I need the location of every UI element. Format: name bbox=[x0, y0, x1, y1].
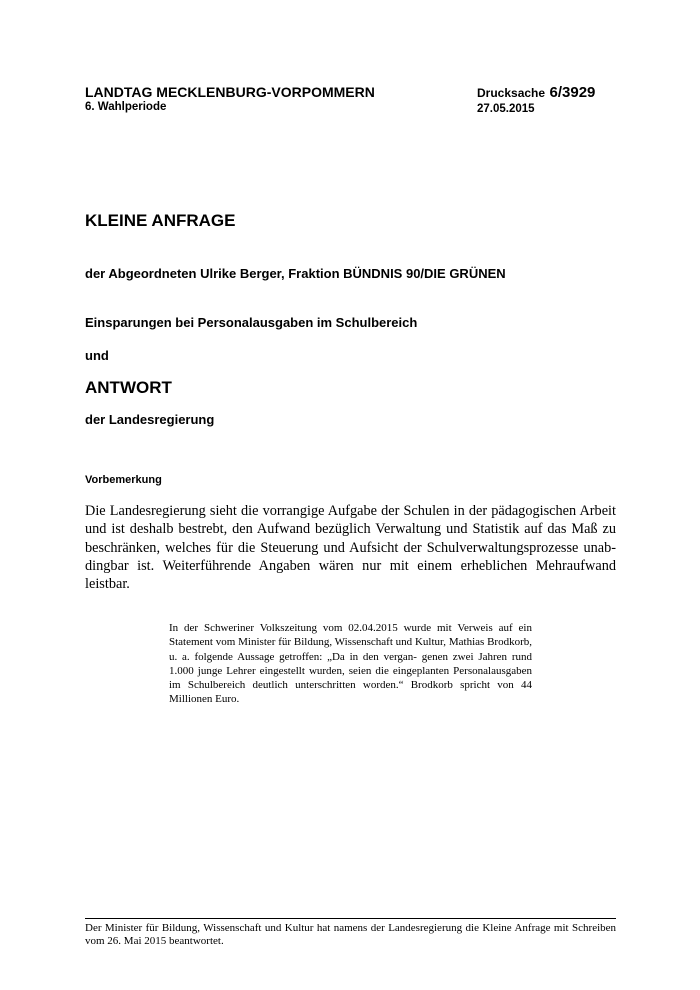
preliminary-line: und ist deshalb bestrebt, den Aufwand bezüglich Verwaltung und Statistik auf das Maß zu bbox=[85, 521, 616, 538]
question-quote bbox=[169, 621, 532, 707]
answer-heading: ANTWORT bbox=[85, 378, 172, 397]
quote-line: In der Schweriner Volkszeitung vom 02.04.2015 wurde mit Verweis auf bbox=[169, 622, 513, 634]
drucksache-reference bbox=[477, 84, 595, 102]
drucksache-label: Drucksache bbox=[477, 86, 546, 100]
quote-line: Mathias Brodkorb, u. a. folgende Aussage getroffen: „Da in den vergan- bbox=[169, 636, 533, 663]
conjunction-text: und bbox=[85, 348, 109, 363]
footnote bbox=[85, 922, 616, 949]
preliminary-line: beschränken, welches für die Steuerung und Aufsicht der Schulverwaltungsprozesse unab- bbox=[85, 539, 616, 556]
document-type-heading: KLEINE ANFRAGE bbox=[85, 211, 236, 230]
preliminary-heading: Vorbemerkung bbox=[85, 474, 162, 486]
quote-line: genen zwei Jahren rund 1.000 junge Lehrer eingestellt wurden, seien die bbox=[169, 650, 532, 677]
preliminary-paragraph bbox=[85, 502, 616, 593]
document-date: 27.05.2015 bbox=[477, 103, 535, 115]
preliminary-line: Die Landesregierung sieht die vorrangige Aufgabe der Schulen in der pädagogischen Arbeit bbox=[85, 503, 616, 519]
answer-by: der Landesregierung bbox=[85, 412, 215, 427]
question-author: der Abgeordneten Ulrike Berger, Fraktion BÜNDNIS 90/DIE GRÜNEN bbox=[85, 266, 506, 281]
drucksache-number: 6/3929 bbox=[549, 84, 596, 101]
preliminary-line: dingbar ist. Weiterführende Angaben wären nur mit einem erheblichen Mehraufwand leistbar. bbox=[85, 557, 616, 593]
footnote-divider bbox=[85, 918, 616, 919]
question-subject: Einsparungen bei Personalausgaben im Schulbereich bbox=[85, 315, 418, 330]
quote-line: eingeplanten Personalausgaben im Schulbereich deutlich unterschritten bbox=[169, 664, 532, 692]
footnote-line: Der Minister für Bildung, Wissenschaft und Kultur hat namens der Landesregierung die Kleine Anfrage mit bbox=[85, 922, 569, 934]
footnote-line: Schreiben vom 26. Mai 2015 beantwortet. bbox=[85, 922, 617, 948]
parliament-name: LANDTAG MECKLENBURG-VORPOMMERN bbox=[85, 84, 375, 100]
legislative-period: 6. Wahlperiode bbox=[85, 101, 167, 113]
quote-line: worden.“ Brodkorb spricht von 44 Millionen Euro. bbox=[169, 679, 533, 706]
quote-line: ein Statement vom Minister für Bildung, Wissenschaft und Kultur, bbox=[169, 622, 532, 649]
